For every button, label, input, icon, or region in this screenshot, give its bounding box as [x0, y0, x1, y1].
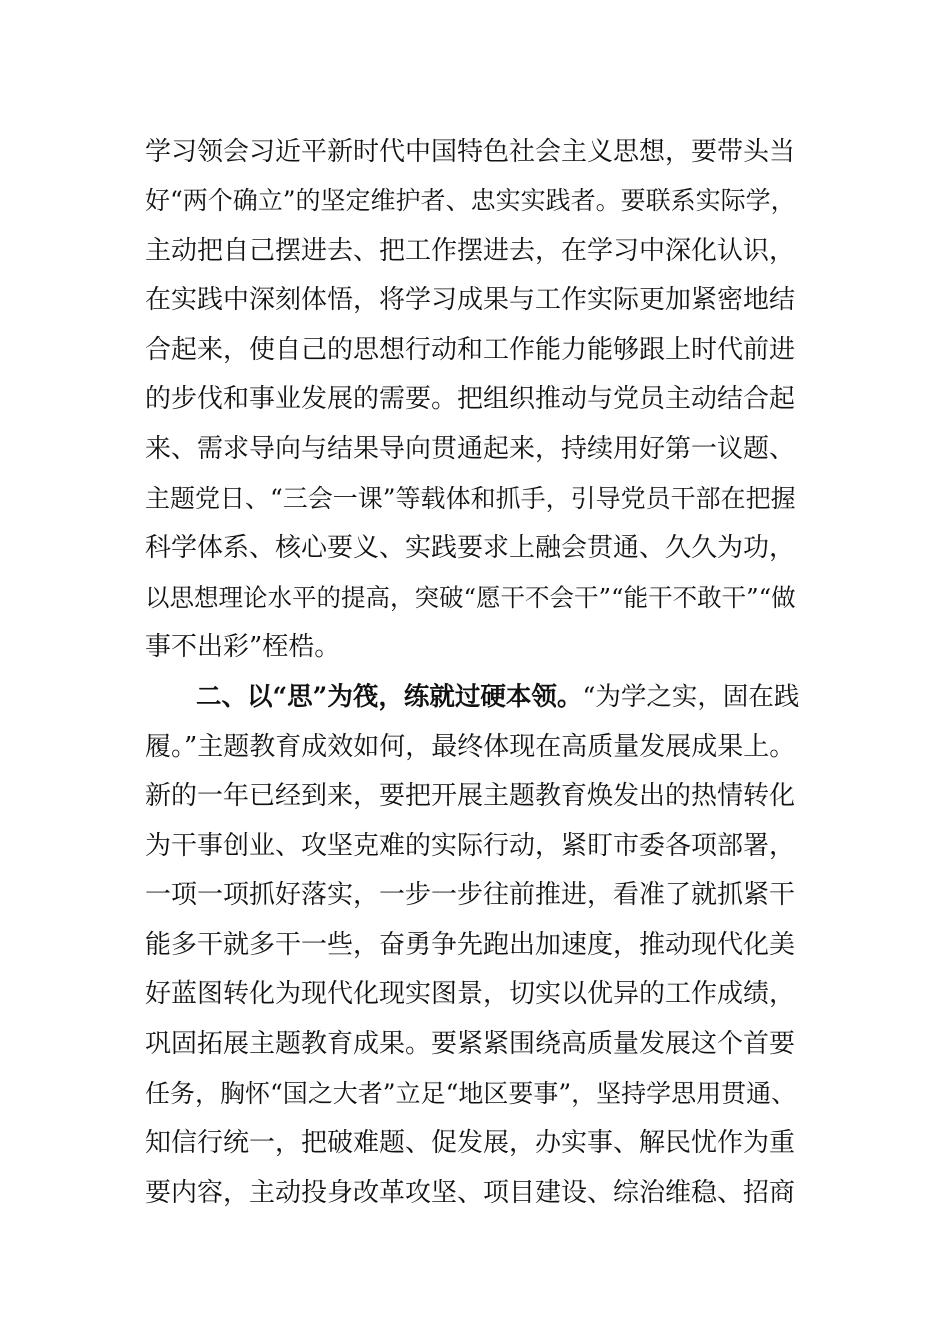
section-heading-line [196, 677, 799, 717]
paragraph-line: 在实践中深刻体悟，将学习成果与工作实际更加紧密地结 [145, 285, 796, 315]
paragraph-line: 的步伐和事业发展的需要。把组织推动与党员主动结合起 [145, 384, 796, 414]
section-heading-rest: “为学之实，固在践 [582, 682, 800, 712]
paragraph-line: 主题党日、“三会一课”等载体和抓手，引导党员干部在把握 [145, 484, 796, 513]
section-heading: 二、以“思”为筏，练就过硬本领。 [196, 682, 583, 712]
paragraph-line: 巩固拓展主题教育成果。要紧紧围绕高质量发展这个首要 [145, 1029, 796, 1059]
paragraph-line: 事不出彩”桎梏。 [145, 632, 341, 662]
paragraph-line: 新的一年已经到来，要把开展主题教育焕发出的热情转化 [145, 781, 796, 811]
paragraph-line: 能多干就多干一些，奋勇争先跑出加速度，推动现代化美 [145, 930, 796, 960]
paragraph-line: 主动把自己摆进去、把工作摆进去，在学习中深化认识， [145, 236, 796, 266]
paragraph-line: 以思想理论水平的提高，突破“愿干不会干”“能干不敢干”“做 [145, 583, 796, 612]
paragraph-line: 好“两个确立”的坚定维护者、忠实实践者。要联系实际学， [145, 186, 796, 215]
paragraph-line: 好蓝图转化为现代化现实图景，切实以优异的工作成绩， [145, 979, 796, 1009]
paragraph-line: 科学体系、核心要义、实践要求上融会贯通、久久为功， [145, 533, 796, 563]
paragraph-line: 合起来，使自己的思想行动和工作能力能够跟上时代前进 [145, 335, 796, 365]
paragraph-line: 学习领会习近平新时代中国特色社会主义思想，要带头当 [145, 137, 796, 167]
paragraph-line: 履。”主题教育成效如何，最终体现在高质量发展成果上。 [145, 732, 796, 762]
paragraph-line: 要内容，主动投身改革攻坚、项目建设、综治维稳、招商 [145, 1178, 796, 1208]
paragraph-line: 一项一项抓好落实，一步一步往前推进，看准了就抓紧干 [145, 880, 796, 910]
paragraph-line: 为干事创业、攻坚克难的实际行动，紧盯市委各项部署， [145, 831, 796, 861]
paragraph-line: 知信行统一，把破难题、促发展，办实事、解民忧作为重 [145, 1128, 796, 1158]
paragraph-line: 来、需求导向与结果导向贯通起来，持续用好第一议题、 [145, 434, 796, 464]
paragraph-line: 任务，胸怀“国之大者”立足“地区要事”，坚持学思用贯通、 [145, 1079, 797, 1108]
